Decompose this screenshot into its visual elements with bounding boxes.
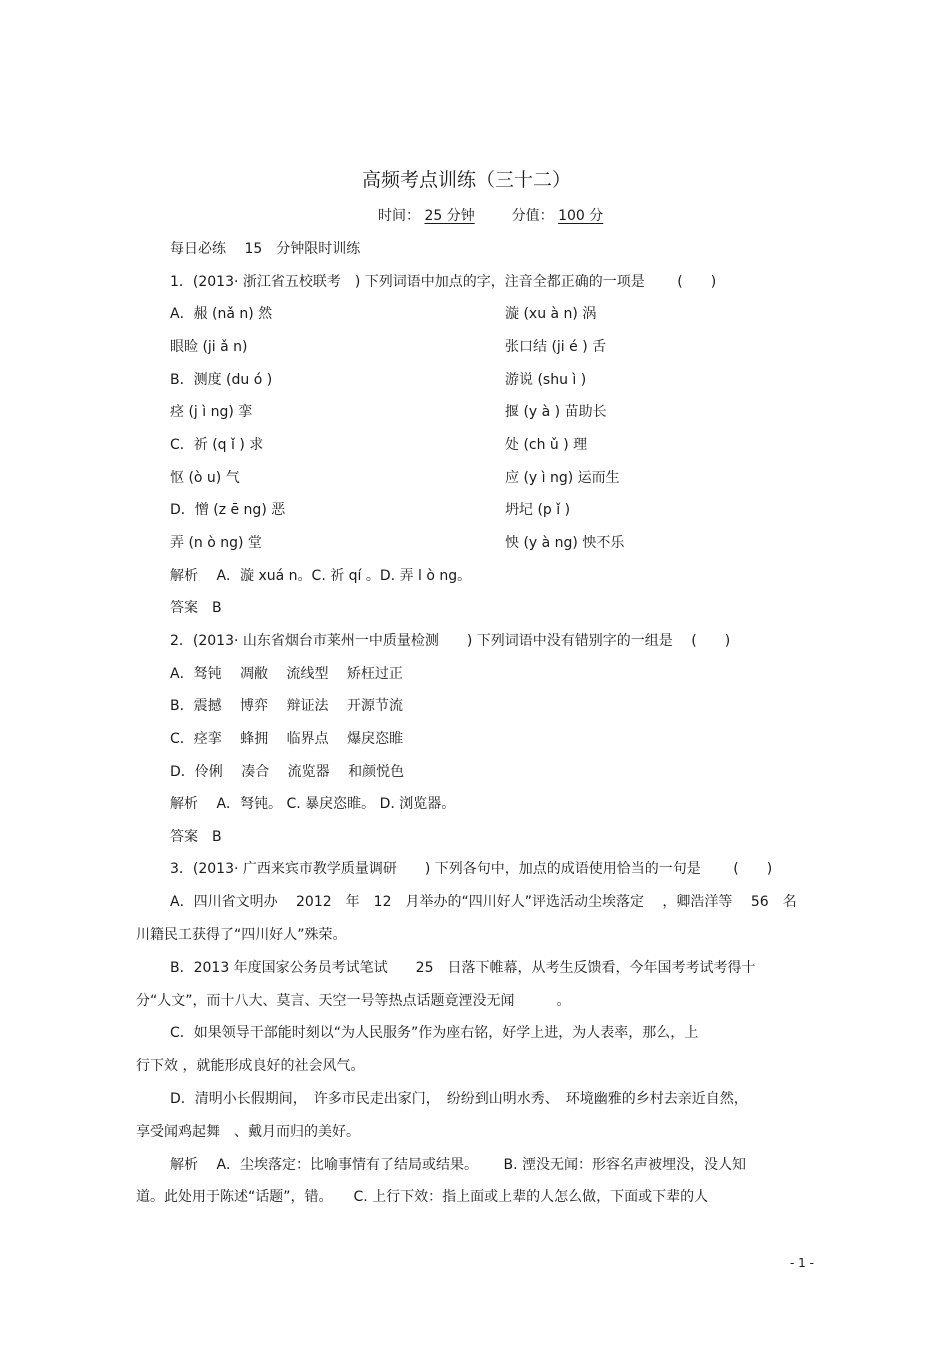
q1-option-a-3: 眼睑 (ji ǎ n) xyxy=(170,339,248,355)
q2-option-a: A．驽钝 凋敝 流线型 矫枉过正 xyxy=(170,666,403,682)
q1-option-d-4: 怏 (y à ng) 怏不乐 xyxy=(505,535,625,551)
q1-option-c-4: 应 (y ì ng) 运而生 xyxy=(505,470,620,486)
q1-option-b-2: 游说 (shu ì ) xyxy=(505,372,587,388)
q3-option-b-line2: 分“人文”，而十八大、莫言、天空一号等热点话题竟湮没无闻 。 xyxy=(136,993,571,1009)
q3-option-c-line2: 行下效 ，就能形成良好的社会风气。 xyxy=(136,1058,365,1074)
time-score-meta xyxy=(378,207,603,225)
q1-option-d-1: D．憎 (z ē ng) 恶 xyxy=(170,502,286,518)
q2-analysis: 解析 A．弩钝。 C. 暴戾恣睢。 D. 浏览器。 xyxy=(170,796,456,812)
section-heading: 每日必练 15 分钟限时训练 xyxy=(170,241,361,257)
q3-option-c-line1: C．如果领导干部能时刻以“为人民服务”作为座右铭，好学上进，为人表率，那么，上 xyxy=(170,1025,699,1041)
q1-option-b-4: 揠 (y à ) 苗助长 xyxy=(505,404,607,420)
q2-option-c: C．痉挛 蜂拥 临界点 爆戾恣睢 xyxy=(170,731,404,747)
q3-option-a-line1: A．四川省文明办 2012 年 12 月举办的“四川好人”评选活动尘埃落定 ，卿浩洋等 56 名 xyxy=(170,894,797,910)
q1-option-d-3: 弄 (n ò ng) 堂 xyxy=(170,535,262,551)
score-value: 100 分 xyxy=(558,208,604,224)
q1-option-b-1: B．测度 (du ó ) xyxy=(170,372,273,388)
q3-analysis-line2: 道。此处用于陈述“话题”，错。 C. 上行下效：指上面或上辈的人怎么做，下面或下辈的人 xyxy=(136,1189,709,1205)
q3-option-a-line2: 川籍民工获得了“四川好人”殊荣。 xyxy=(136,927,347,943)
q1-option-a-4: 张口结 (ji é ) 舌 xyxy=(505,339,607,355)
q1-option-c-3: 怄 (ò u) 气 xyxy=(170,470,240,486)
q1-stem: 1．(2013· 浙江省五校联考 ) 下列词语中加点的字，注音全都正确的一项是 ( ) xyxy=(170,274,717,290)
q2-answer: 答案 B xyxy=(170,829,222,845)
q3-option-d-line1: D．清明小长假期间， 许多市民走出家门， 纷纷到山明水秀、 环境幽雅的乡村去亲近自然， xyxy=(170,1091,748,1107)
q1-option-a-2: 漩 (xu à n) 涡 xyxy=(505,306,597,322)
page-title: 高频考点训练（三十二） xyxy=(362,169,572,191)
q3-option-d-line2: 享受闻鸡起舞 、戴月而归的美好。 xyxy=(136,1124,360,1140)
page-number: - 1 - xyxy=(790,1256,814,1270)
q1-option-b-3: 痉 (j ì ng) 挛 xyxy=(170,404,253,420)
q2-option-d: D．伶俐 凑合 流览器 和颜悦色 xyxy=(170,764,405,780)
q2-option-b: B．震撼 博弈 辩证法 开源节流 xyxy=(170,698,403,714)
q3-stem: 3．(2013· 广西来宾市教学质量调研 ) 下列各句中，加点的成语使用恰当的一句是 ( ) xyxy=(170,861,773,877)
q1-option-c-1: C．祈 (q ǐ ) 求 xyxy=(170,437,264,453)
q1-answer: 答案 B xyxy=(170,600,222,616)
q3-analysis-line1: 解析 A．尘埃落定：比喻事情有了结局或结果。 B. 湮没无闻：形容名声被埋没，没人知 xyxy=(170,1157,746,1173)
q2-stem: 2．(2013· 山东省烟台市莱州一中质量检测 ) 下列词语中没有错别字的一组是 ( ) xyxy=(170,633,731,649)
score-label: 分值： xyxy=(511,208,554,224)
q1-option-c-2: 处 (ch ǔ ) 理 xyxy=(505,437,588,453)
q1-option-d-2: 坍圮 (p ǐ ) xyxy=(505,502,571,518)
q1-option-a-1: A．赧 (nǎ n) 然 xyxy=(170,306,273,322)
q1-analysis: 解析 A．漩 xuá n。C. 祈 qí 。D. 弄 l ò ng。 xyxy=(170,568,472,584)
time-value: 25 分钟 xyxy=(424,208,475,224)
time-label: 时间： xyxy=(378,208,420,224)
q3-option-b-line1: B．2013 年度国家公务员考试笔试 25 日落下帷幕，从考生反馈看，今年国考考试考得十 xyxy=(170,960,756,976)
